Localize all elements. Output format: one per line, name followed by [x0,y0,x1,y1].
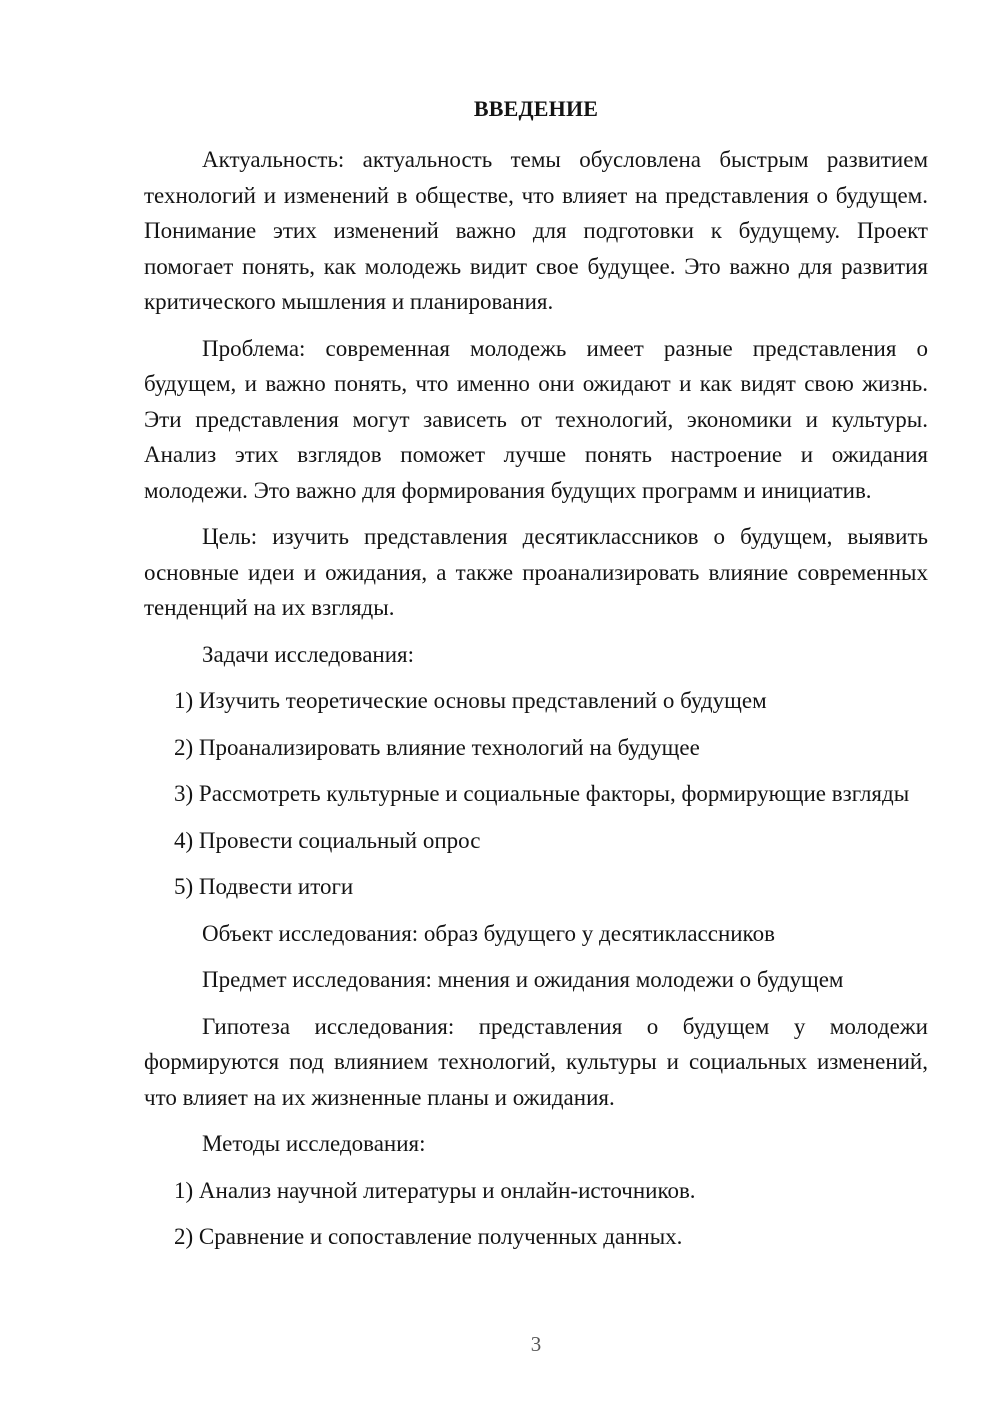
relevance-paragraph: Актуальность: актуальность темы обусловлена быстрым развитием технологий и изменений в обществе, что влияет на представления о будущем. Понимание этих изменений важно для подготовки к будущему. Проект помогает понять, как молодежь видит свое будущее. Это важно для развития критического мышления и планирования. [144,147,928,314]
task-item: 5) Подвести итоги [174,874,354,899]
task-item: 4) Провести социальный опрос [174,827,481,853]
document-body [144,142,928,1266]
hypothesis-paragraph: Гипотеза исследования: представления о будущем у молодежи формируются под влиянием технологий, культуры и социальных изменений, что влияет на их жизненные планы и ожидания. [144,1013,928,1110]
task-item: 2) Проанализировать влияние технологий на будущее [174,734,700,760]
goal-paragraph: Цель: изучить представления десятиклассников о будущем, выявить основные идеи и ожидания, а также проанализировать влияние современных тенденций на их взгляды. [144,524,928,620]
tasks-title: Задачи исследования: [202,641,415,667]
page-number: 3 [530,1332,542,1356]
task-item: 3) Рассмотреть культурные и социальные факторы, формирующие взгляды [174,781,910,806]
task-item: 1) Изучить теоретические основы представлений о будущем [174,688,767,713]
methods-title: Методы исследования: [202,1131,426,1156]
method-item: 1) Анализ научной литературы и онлайн-источников. [174,1177,696,1203]
problem-paragraph: Проблема: современная молодежь имеет разные представления о будущем, и важно понять, что именно они ожидают и как видят свою жизнь. Эти представления могут зависеть от технологий, экономики и культуры. Анализ этих взглядов поможет лучше понять настроение и ожидания молодежи. Это важно для формирования будущих программ и инициатив. [144,335,928,503]
page-title: ВВЕДЕНИЕ [473,96,599,121]
object-paragraph: Объект исследования: образ будущего у десятиклассников [202,920,775,946]
subject-paragraph: Предмет исследования: мнения и ожидания молодежи о будущем [202,967,844,992]
method-item: 2) Сравнение и сопоставление полученных данных. [174,1224,683,1249]
